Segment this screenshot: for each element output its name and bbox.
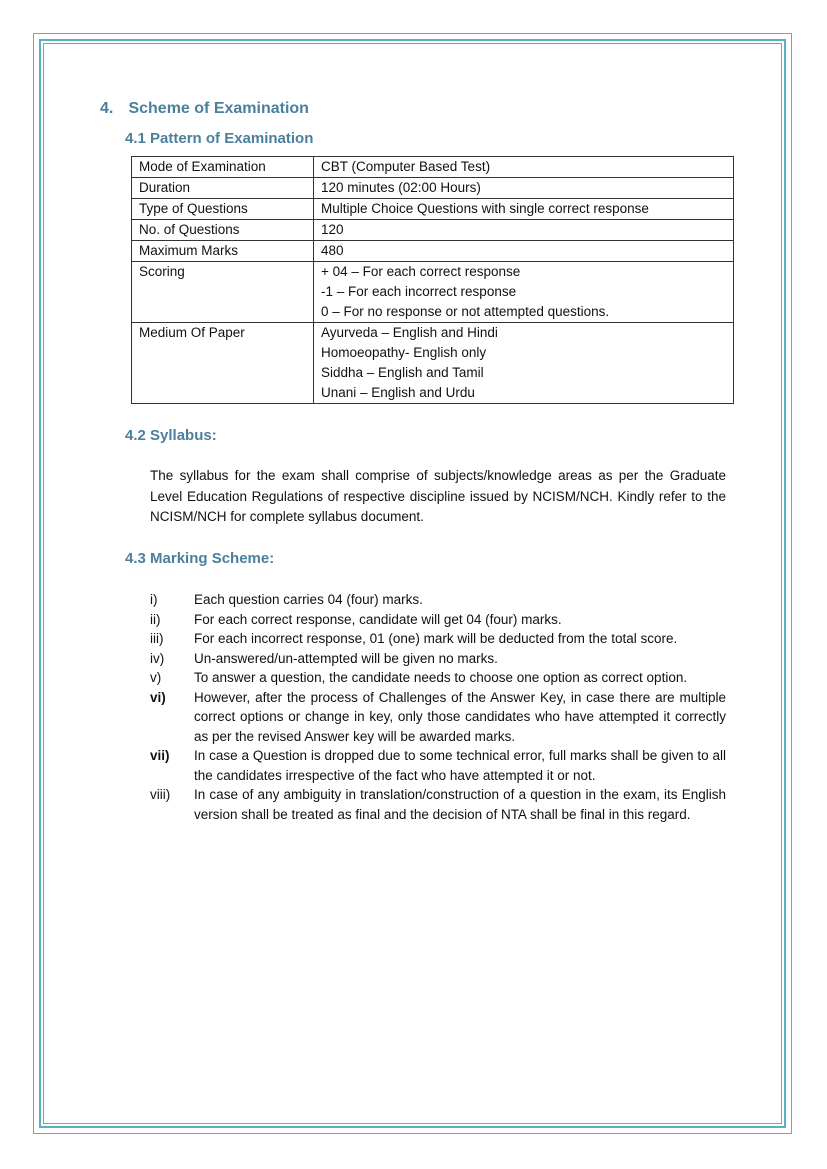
marking-list	[150, 590, 726, 824]
list-item-text: To answer a question, the candidate needs to choose one option as correct option.	[194, 670, 688, 685]
list-item-number: viii)	[150, 787, 171, 802]
pattern-heading: 4.1 Pattern of Examination	[125, 130, 314, 147]
row-value-line: Homoeopathy- English only	[321, 345, 487, 360]
table-row	[132, 323, 734, 404]
list-item-number: i)	[150, 592, 158, 607]
row-value-line: Multiple Choice Questions with single correct response	[321, 201, 649, 216]
row-value-line: + 04 – For each correct response	[321, 264, 521, 279]
list-item	[150, 785, 726, 824]
marking-heading: 4.3 Marking Scheme:	[125, 550, 275, 567]
list-item-text: In case of any ambiguity in translation/construction of a question in the exam, its English version shall be treated as final and the decision of NTA shall be final in this regard.	[194, 787, 726, 822]
row-label: Mode of Examination	[132, 157, 314, 178]
table-row	[132, 178, 734, 199]
table-row	[132, 199, 734, 220]
list-item-number: vi)	[150, 689, 166, 705]
row-value-line: Ayurveda – English and Hindi	[321, 325, 498, 340]
row-value-line: -1 – For each incorrect response	[321, 284, 517, 299]
row-label: Maximum Marks	[132, 241, 314, 262]
row-value	[314, 220, 734, 241]
table-row	[132, 157, 734, 178]
list-item	[150, 649, 726, 669]
row-label: Medium Of Paper	[132, 323, 314, 404]
row-value-line: Siddha – English and Tamil	[321, 365, 484, 380]
row-value	[314, 241, 734, 262]
list-item	[150, 610, 726, 630]
list-item-number: iv)	[150, 650, 165, 666]
row-label: Scoring	[132, 262, 314, 323]
row-label: No. of Questions	[132, 220, 314, 241]
section-title: Scheme of Examination	[128, 100, 309, 117]
list-item-number: v)	[150, 670, 162, 685]
syllabus-text: The syllabus for the exam shall comprise of subjects/knowledge areas as per the Graduate Level Education Regulations of respective discipline issued by NCISM/NCH. Kindly refer to the NCISM/NCH for complete syllabus document.	[150, 468, 726, 524]
section-number: 4.	[100, 100, 114, 117]
row-value	[314, 178, 734, 199]
list-item-text: However, after the process of Challenges of the Answer Key, in case there are multiple correct options or change in key, only those candidates who have attempted it correctly as per the revised Answer key will be awarded marks.	[194, 689, 726, 744]
table-row	[132, 241, 734, 262]
list-item-text: In case a Question is dropped due to some technical error, full marks shall be given to all the candidates irrespective of the fact who have attempted it or not.	[194, 748, 726, 783]
row-value	[314, 323, 734, 404]
syllabus-heading: 4.2 Syllabus:	[125, 427, 217, 444]
row-label: Type of Questions	[132, 199, 314, 220]
list-item	[150, 746, 726, 785]
list-item-number: iii)	[150, 631, 164, 646]
list-item	[150, 668, 726, 688]
list-item-text: Each question carries 04 (four) marks.	[194, 592, 423, 607]
row-value-line: Unani – English and Urdu	[321, 385, 475, 400]
row-value-line: 120	[321, 222, 344, 237]
row-label: Duration	[132, 178, 314, 199]
list-item-text: For each incorrect response, 01 (one) mark will be deducted from the total score.	[194, 631, 678, 646]
row-value-line: CBT (Computer Based Test)	[321, 159, 491, 174]
row-value-line: 120 minutes (02:00 Hours)	[321, 180, 481, 195]
list-item	[150, 590, 726, 610]
row-value	[314, 199, 734, 220]
row-value-line: 0 – For no response or not attempted questions.	[321, 304, 610, 319]
table-row	[132, 220, 734, 241]
list-item-text: Un-answered/un-attempted will be given no marks.	[194, 650, 498, 666]
row-value	[314, 262, 734, 323]
pattern-table	[131, 156, 734, 404]
table-row	[132, 262, 734, 323]
list-item-text: For each correct response, candidate will get 04 (four) marks.	[194, 611, 562, 627]
row-value	[314, 157, 734, 178]
section-heading	[100, 100, 309, 118]
list-item	[150, 629, 726, 649]
list-item	[150, 688, 726, 747]
list-item-number: ii)	[150, 611, 161, 627]
list-item-number: vii)	[150, 748, 170, 763]
row-value-line: 480	[321, 243, 344, 258]
